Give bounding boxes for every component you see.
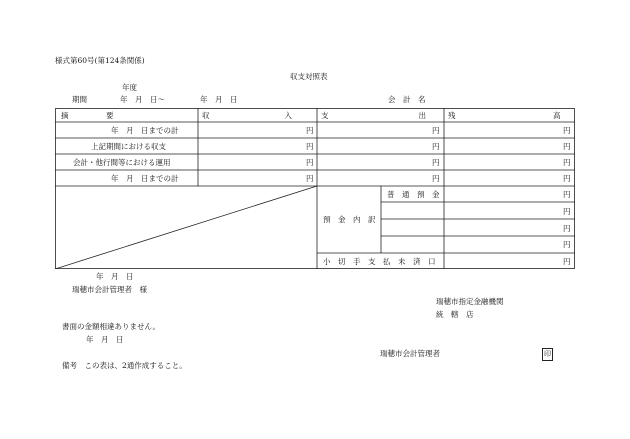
addressee: 瑞穂市会計管理者 様 xyxy=(72,285,147,294)
header-balance: 残 高 xyxy=(448,111,561,120)
seal-mark: 印 xyxy=(542,348,553,361)
yen-mark: 円 xyxy=(563,174,571,183)
deposit-breakdown-label: 預 金 内 訳 xyxy=(323,215,376,224)
row-label: 年 月 日までの計 xyxy=(111,126,179,135)
unpaid-checks-label: 小 切 手 支 払 未 済 口 xyxy=(323,257,436,266)
row-label: 年 月 日までの計 xyxy=(111,174,179,183)
yen-mark: 円 xyxy=(306,158,314,167)
yen-mark: 円 xyxy=(563,158,571,167)
yen-mark: 円 xyxy=(306,174,314,183)
yen-mark: 円 xyxy=(563,207,571,216)
confirm-text: 書面の金額相違ありません。 xyxy=(62,322,160,331)
yen-mark: 円 xyxy=(563,126,571,135)
yen-mark: 円 xyxy=(563,190,571,199)
yen-mark: 円 xyxy=(306,142,314,151)
bank-label: 瑞穂市指定金融機関 xyxy=(436,297,504,306)
form-id: 様式第60号(第124条関係) xyxy=(55,56,145,65)
page-title: 収支対照表 xyxy=(290,72,328,81)
yen-mark: 円 xyxy=(432,174,440,183)
period-from: 年 月 日～ xyxy=(120,95,165,104)
period-label: 期間 xyxy=(72,95,87,104)
yen-mark: 円 xyxy=(563,224,571,233)
header-summary: 摘 要 xyxy=(61,111,114,120)
accounts-label: 会 計 名 xyxy=(388,95,426,104)
date-line: 年 月 日 xyxy=(96,272,134,281)
yen-mark: 円 xyxy=(306,126,314,135)
yen-mark: 円 xyxy=(432,158,440,167)
ordinary-deposit-label: 普 通 預 金 xyxy=(387,190,440,199)
header-expense: 支 出 xyxy=(321,111,426,120)
branch-label: 統 轄 店 xyxy=(436,310,474,319)
date-line: 年 月 日 xyxy=(86,335,124,344)
yen-mark: 円 xyxy=(563,240,571,249)
yen-mark: 円 xyxy=(432,126,440,135)
yen-mark: 円 xyxy=(563,142,571,151)
signer-label: 瑞穂市会計管理者 xyxy=(380,349,440,358)
period-to: 年 月 日 xyxy=(200,95,238,104)
yen-mark: 円 xyxy=(432,142,440,151)
yen-mark: 円 xyxy=(563,257,571,266)
row-label: 会計・他行間等における運用 xyxy=(73,158,171,167)
fiscal-year-label: 年度 xyxy=(122,83,137,92)
row-label: 上記期間における収支 xyxy=(91,142,166,151)
note-text: 備考 この表は、2通作成すること。 xyxy=(62,361,187,370)
header-income: 収 入 xyxy=(202,111,292,120)
balance-table xyxy=(55,108,575,269)
